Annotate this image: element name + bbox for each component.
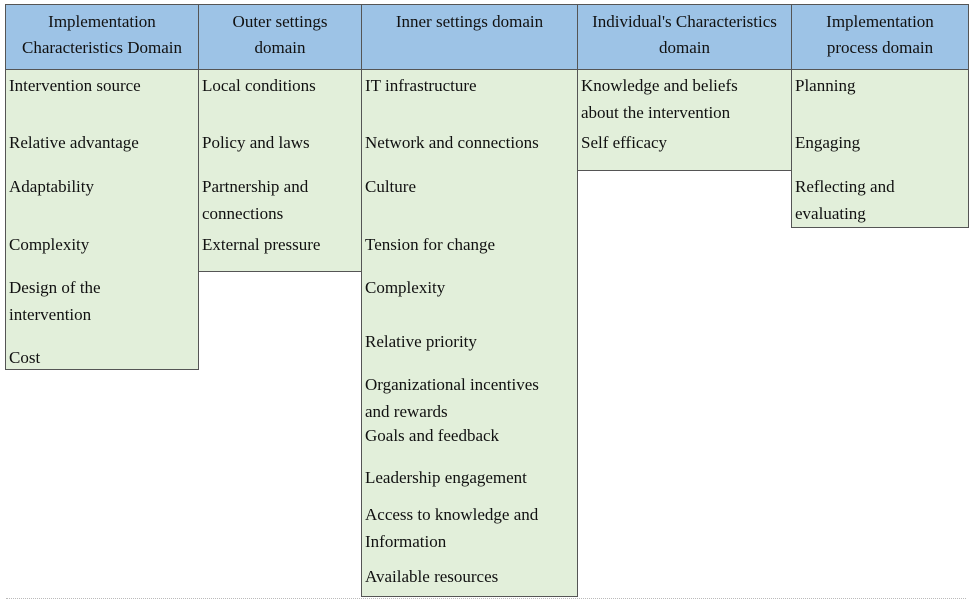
list-item: Reflecting and evaluating xyxy=(795,177,895,223)
list-item: Organizational incentives and rewards xyxy=(365,375,539,421)
list-item: Relative advantage xyxy=(9,133,139,152)
header-line: Implementation xyxy=(826,12,934,31)
list-item: Network and connections xyxy=(365,133,539,152)
domain-body xyxy=(5,69,199,370)
list-item: Relative priority xyxy=(365,332,477,351)
domain-column-implementation-characteristics xyxy=(5,4,199,367)
list-item: Cost xyxy=(9,348,41,367)
list-item: Access to knowledge and Information xyxy=(365,505,539,551)
list-item: Culture xyxy=(365,177,416,196)
header-line: Characteristics Domain xyxy=(21,38,183,57)
list-item: Self efficacy xyxy=(581,133,668,152)
list-item: Design of the intervention xyxy=(9,278,101,324)
list-item: Partnership and connections xyxy=(202,177,309,223)
list-item: Local conditions xyxy=(202,76,316,95)
domain-header xyxy=(198,4,362,70)
list-item: Available resources xyxy=(365,567,499,586)
domain-column-outer-settings xyxy=(198,4,362,254)
list-item: Intervention source xyxy=(9,76,141,95)
list-item: Goals and feedback xyxy=(365,426,500,445)
header-line: domain xyxy=(254,38,306,57)
header-line: process domain xyxy=(826,38,934,57)
domain-header xyxy=(361,4,578,70)
domain-header xyxy=(5,4,199,70)
cropped-caption-line xyxy=(6,598,966,603)
domain-column-individual-characteristics xyxy=(577,4,792,152)
header-line: Outer settings xyxy=(232,12,328,31)
header-line: Inner settings domain xyxy=(395,12,544,31)
list-item: Leadership engagement xyxy=(365,468,527,487)
list-item: Complexity xyxy=(9,235,90,254)
list-item: IT infrastructure xyxy=(365,76,477,95)
domain-body xyxy=(577,69,792,171)
domain-body xyxy=(791,69,969,228)
list-item: Knowledge and beliefs about the intervention xyxy=(581,76,738,122)
domain-body xyxy=(198,69,362,272)
list-item: Policy and laws xyxy=(202,133,310,152)
list-item: Adaptability xyxy=(9,177,94,196)
domain-column-inner-settings xyxy=(361,4,578,586)
list-item: Tension for change xyxy=(365,235,496,254)
list-item: Planning xyxy=(795,76,856,95)
list-item: External pressure xyxy=(202,235,321,254)
header-line: domain xyxy=(659,38,710,57)
domain-column-implementation-process xyxy=(791,4,969,223)
header-line: Implementation xyxy=(48,12,156,31)
domain-header xyxy=(577,4,792,70)
header-line: Individual's Characteristics xyxy=(592,12,777,31)
list-item: Engaging xyxy=(795,133,861,152)
list-item: Complexity xyxy=(365,278,446,297)
domain-body xyxy=(361,69,578,597)
domain-header xyxy=(791,4,969,70)
